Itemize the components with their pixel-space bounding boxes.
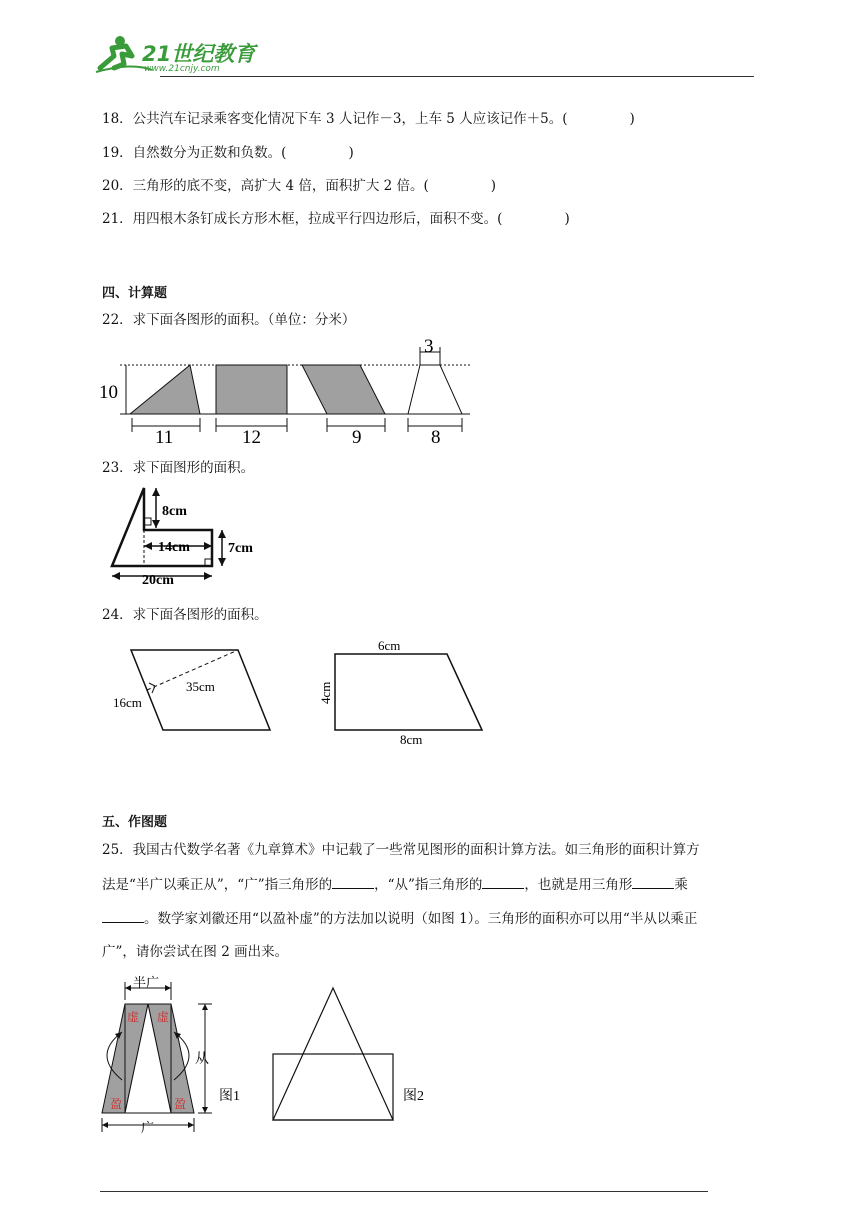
fig25-ying-right: 盈 xyxy=(174,1097,187,1111)
question-22: 22．求下面各图形的面积。（单位：分米） xyxy=(102,312,356,328)
fig22-base4-label: 8 xyxy=(431,427,441,447)
question-18: 18．公共汽车记录乘客变化情况下车 3 人记作－3，上车 5 人应该记作＋5。( ) xyxy=(102,111,635,127)
fig25-caption-1: 图1 xyxy=(219,1089,240,1104)
answer-blank-2[interactable] xyxy=(482,888,524,889)
question-24: 24．求下面各图形的面积。 xyxy=(102,607,268,623)
fig22-base1-label: 11 xyxy=(155,427,174,447)
fig24-p2-side: 4cm xyxy=(318,681,333,704)
question-25-line1: 25．我国古代数学名著《九章算术》中记载了一些常见图形的面积计算方法。如三角形的面积计算方 xyxy=(102,842,700,858)
section-5-heading: 五、作图题 xyxy=(102,815,168,830)
question-20: 20．三角形的底不变，高扩大 4 倍，面积扩大 2 倍。( ) xyxy=(102,178,497,194)
question-23: 23．求下面图形的面积。 xyxy=(102,460,255,476)
fig25-xu-left: 虚 xyxy=(127,1010,140,1024)
figure-23 xyxy=(100,478,270,588)
fig25-cong-label: 从 xyxy=(195,1052,209,1067)
fig25-caption-2: 图2 xyxy=(403,1089,424,1104)
answer-blank-4[interactable] xyxy=(102,922,144,923)
fig23-label-b: 14cm xyxy=(158,540,190,555)
fig24-p1-diagonal: 35cm xyxy=(186,679,215,694)
fig24-p1-height: 16cm xyxy=(113,695,142,710)
fig23-label-d: 20cm xyxy=(142,573,174,588)
fig23-label-a: 8cm xyxy=(162,504,187,519)
fig25-guang-label: 广 xyxy=(141,1120,155,1135)
header-logo xyxy=(92,28,262,78)
question-25-line4: 广”，请你尝试在图 2 画出来。 xyxy=(102,944,289,960)
fig25-half-guang-label: 半广 xyxy=(133,975,160,990)
figure-24 xyxy=(100,630,490,750)
fig25-ying-left: 盈 xyxy=(110,1097,123,1111)
section-4-heading: 四、计算题 xyxy=(102,286,168,301)
fig22-height-label: 10 xyxy=(99,382,118,403)
fig23-label-c: 7cm xyxy=(228,541,253,556)
figure-22 xyxy=(95,332,485,447)
question-19: 19．自然数分为正数和负数。( ) xyxy=(102,145,354,161)
question-25-line3: 。数学家刘徽还用“以盈补虚”的方法加以说明（如图 1）。三角形的面积亦可以用“半从以乘正 xyxy=(102,907,697,927)
fig24-p2-bottom: 8cm xyxy=(400,732,423,747)
question-25-line2: 法是“半广以乘正从”，“广”指三角形的 ，“从”指三角形的 ，也就是用三角形 乘 xyxy=(102,877,688,893)
fig24-p2-top: 6cm xyxy=(378,638,401,653)
logo-title: 21世纪教育 xyxy=(142,42,256,66)
fig22-base3-label: 9 xyxy=(352,427,362,447)
answer-blank-3[interactable] xyxy=(632,888,674,889)
header-rule xyxy=(160,76,754,77)
figure-25 xyxy=(95,970,435,1140)
question-21: 21．用四根木条钉成长方形木框，拉成平行四边形后，面积不变。( ) xyxy=(102,211,570,227)
fig25-xu-right: 虚 xyxy=(157,1010,170,1024)
fig22-top-label: 3 xyxy=(424,336,434,357)
logo-url: www.21cnjy.com xyxy=(144,64,220,74)
footer-rule xyxy=(100,1191,708,1192)
fig22-base2-label: 12 xyxy=(242,427,261,447)
answer-blank-1[interactable] xyxy=(332,888,374,889)
